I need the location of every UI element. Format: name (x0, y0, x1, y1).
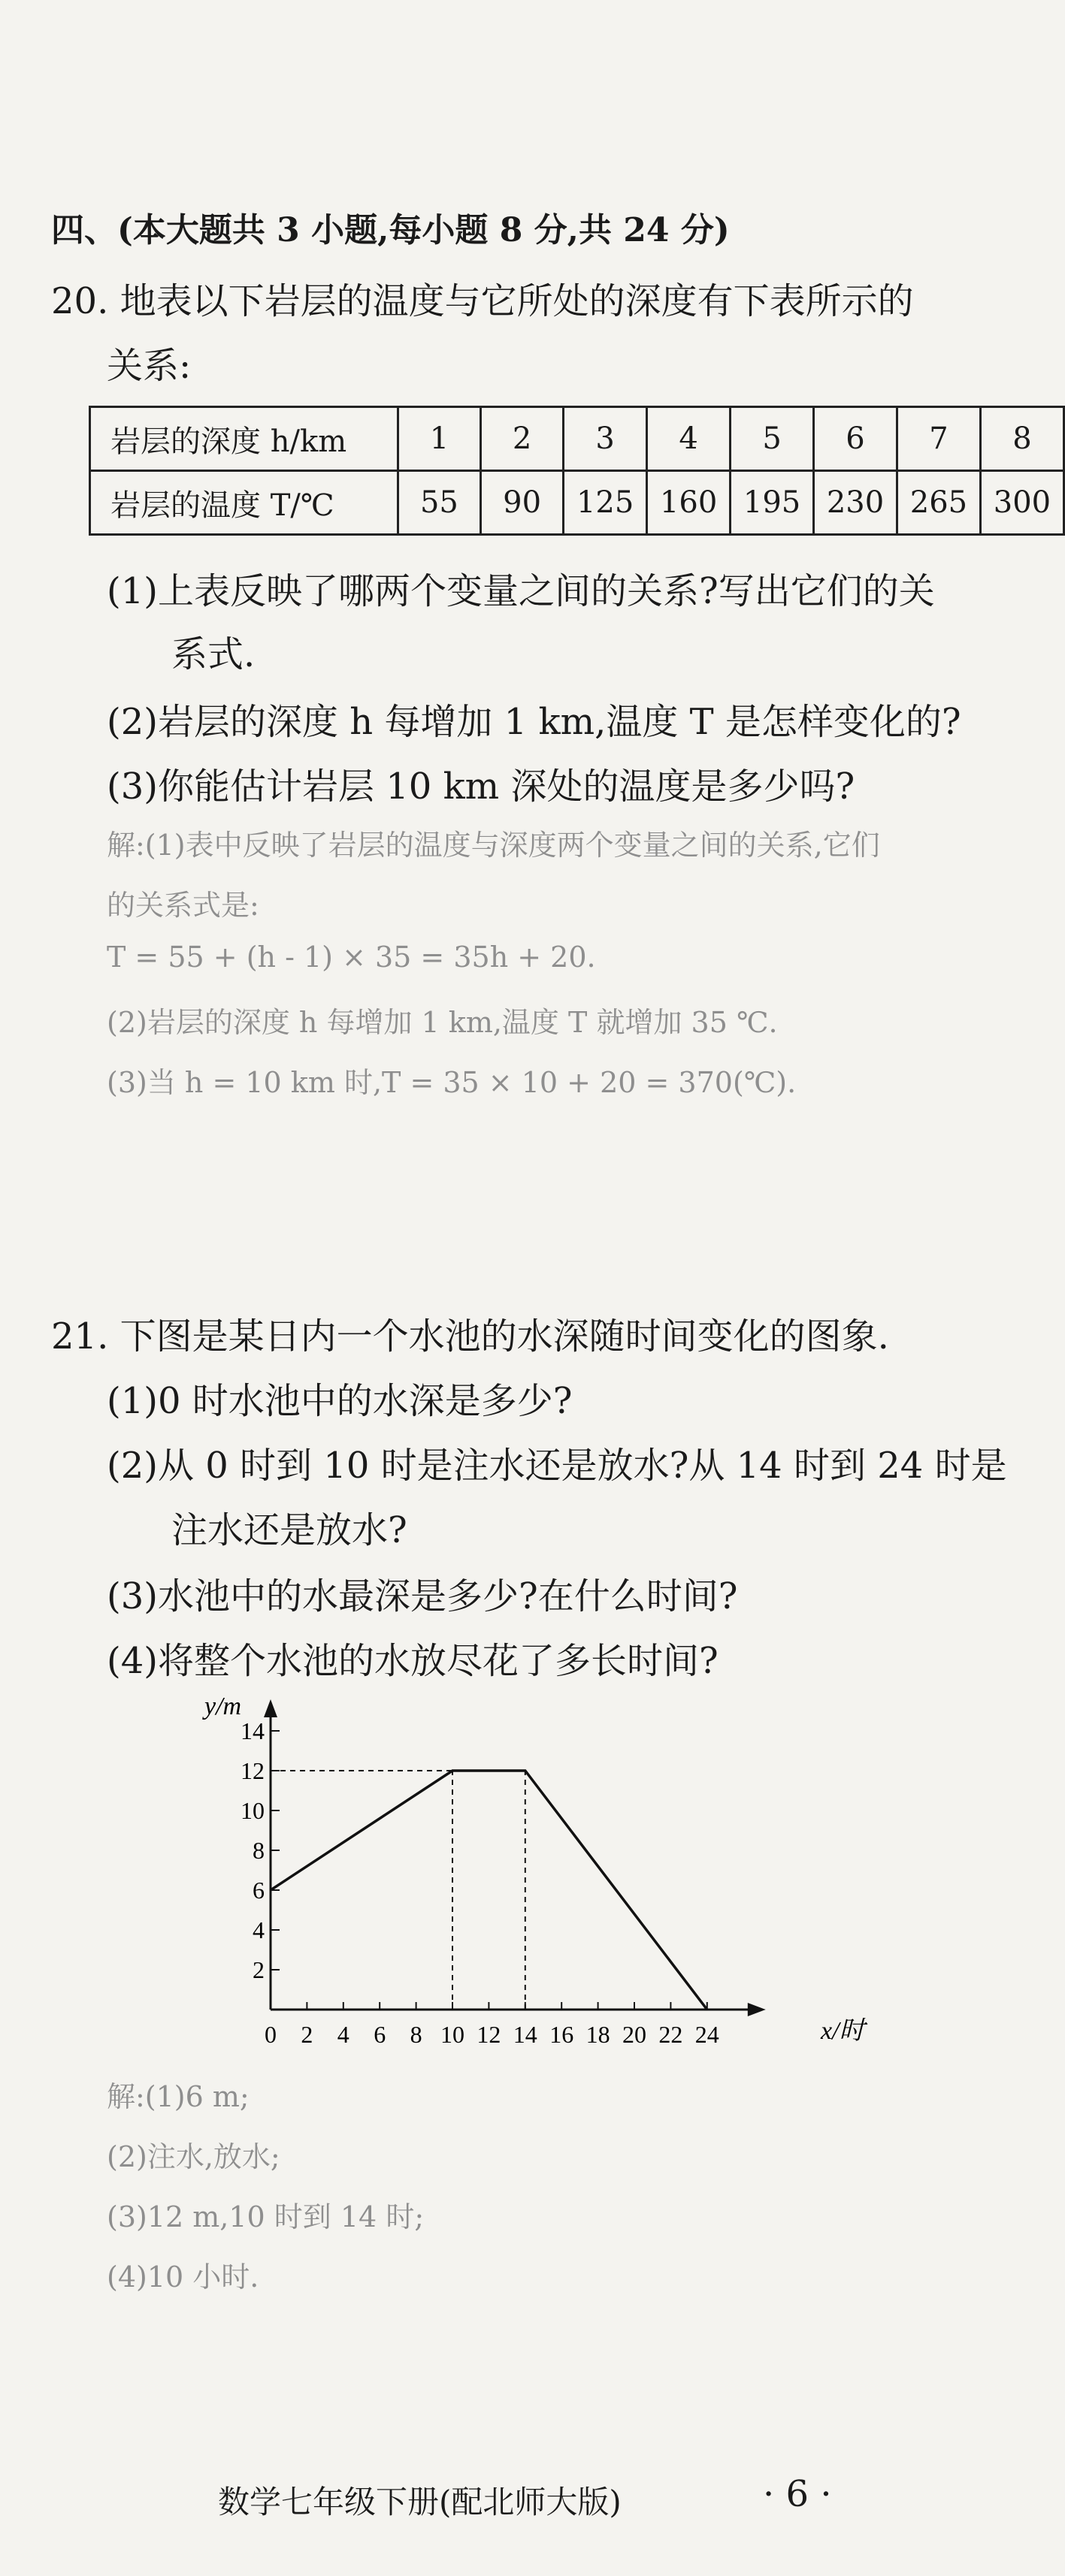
y-axis-arrow (264, 1699, 277, 1717)
q20-answer-line3: T = 55 + (h - 1) × 35 = 35h + 20. (107, 941, 596, 974)
water-depth-line (271, 1771, 707, 2010)
q21-sub1: (1)0 时水池中的水深是多少? (107, 1380, 573, 1422)
x-tick-label: 24 (694, 2021, 719, 2048)
x-tick-label: 4 (337, 2021, 349, 2048)
x-tick-label: 18 (585, 2021, 610, 2048)
y-tick-label: 2 (253, 1956, 265, 1983)
x-tick-label: 22 (658, 2021, 683, 2048)
x-axis-arrow (748, 2003, 766, 2016)
q21-answer-line1: 解:(1)6 m; (107, 2080, 250, 2113)
y-tick-label: 14 (241, 1717, 265, 1744)
q20-sub1-line1: (1)上表反映了哪两个变量之间的关系?写出它们的关 (107, 570, 935, 612)
table-cell: 5 (731, 407, 814, 471)
table-row-depth (90, 407, 1064, 471)
q20-sub3: (3)你能估计岩层 10 km 深处的温度是多少吗? (107, 766, 855, 808)
q20-stem-line2: 关系: (107, 345, 192, 387)
table-cell: 8 (980, 407, 1063, 471)
x-tick-label: 14 (513, 2021, 537, 2048)
q21-sub4: (4)将整个水池的水放尽花了多长时间? (107, 1640, 719, 1682)
y-tick-label: 4 (253, 1916, 265, 1943)
q21-answer-line3: (3)12 m,10 时到 14 时; (107, 2200, 425, 2233)
table-header-temperature: 岩层的温度 T/℃ (90, 471, 398, 535)
table-cell: 300 (980, 471, 1063, 535)
q20-answer-line5: (3)当 h = 10 km 时,T = 35 × 10 + 20 = 370(℃). (107, 1066, 797, 1099)
table-cell: 4 (647, 407, 731, 471)
q21-answer-line4: (4)10 小时. (107, 2260, 259, 2294)
table-header-depth: 岩层的深度 h/km (90, 407, 398, 471)
table-cell: 7 (897, 407, 980, 471)
section-header: 四、(本大题共 3 小题,每小题 8 分,共 24 分) (51, 211, 730, 249)
x-tick-label: 6 (374, 2021, 386, 2048)
y-tick-label: 6 (253, 1877, 265, 1904)
water-depth-chart (180, 1690, 872, 2081)
x-tick-label: 8 (410, 2021, 422, 2048)
table-cell: 6 (814, 407, 897, 471)
table-cell: 265 (897, 471, 980, 535)
q20-sub2: (2)岩层的深度 h 每增加 1 km,温度 T 是怎样变化的? (107, 701, 961, 743)
y-axis-label: y/m (204, 1693, 242, 1720)
table-row-temperature (90, 471, 1064, 535)
x-axis-label: x/时 (821, 2017, 865, 2045)
x-tick-label: 16 (549, 2021, 574, 2048)
q21-stem: 21. 下图是某日内一个水池的水深随时间变化的图象. (51, 1315, 889, 1357)
x-tick-label: 0 (265, 2021, 277, 2048)
page-number: · 6 · (763, 2473, 832, 2515)
x-tick-label: 20 (622, 2021, 646, 2048)
table-cell: 2 (481, 407, 564, 471)
table-cell: 90 (481, 471, 564, 535)
x-tick-label: 2 (301, 2021, 313, 2048)
chart-ticks (241, 1717, 719, 2048)
table-cell: 125 (564, 471, 647, 535)
table-cell: 1 (398, 407, 480, 471)
q20-stem-line1: 20. 地表以下岩层的温度与它所处的深度有下表所示的 (51, 280, 914, 322)
table-cell: 195 (731, 471, 814, 535)
x-tick-label: 10 (440, 2021, 464, 2048)
footer-book-title: 数学七年级下册(配北师大版) (218, 2484, 622, 2520)
q21-sub2-line1: (2)从 0 时到 10 时是注水还是放水?从 14 时到 24 时是 (107, 1445, 1007, 1487)
chart-series (271, 1771, 707, 2010)
depth-temperature-table (89, 406, 1065, 536)
q20-answer-line2: 的关系式是: (107, 889, 259, 922)
table-cell: 55 (398, 471, 480, 535)
q20-answer-line1: 解:(1)表中反映了岩层的温度与深度两个变量之间的关系,它们 (107, 829, 880, 862)
x-tick-label: 12 (477, 2021, 501, 2048)
y-tick-label: 12 (241, 1757, 265, 1784)
y-tick-label: 10 (241, 1797, 265, 1824)
q21-sub2-line2: 注水还是放水? (171, 1509, 407, 1551)
q21-answer-line2: (2)注水,放水; (107, 2140, 280, 2173)
y-tick-label: 8 (253, 1837, 265, 1864)
table-cell: 3 (564, 407, 647, 471)
q20-answer-line4: (2)岩层的深度 h 每增加 1 km,温度 T 就增加 35 ℃. (107, 1006, 778, 1039)
q20-sub1-line2: 系式. (171, 633, 256, 675)
q21-sub3: (3)水池中的水最深是多少?在什么时间? (107, 1575, 738, 1617)
table-cell: 230 (814, 471, 897, 535)
chart-axes (264, 1699, 766, 2016)
table-cell: 160 (647, 471, 731, 535)
